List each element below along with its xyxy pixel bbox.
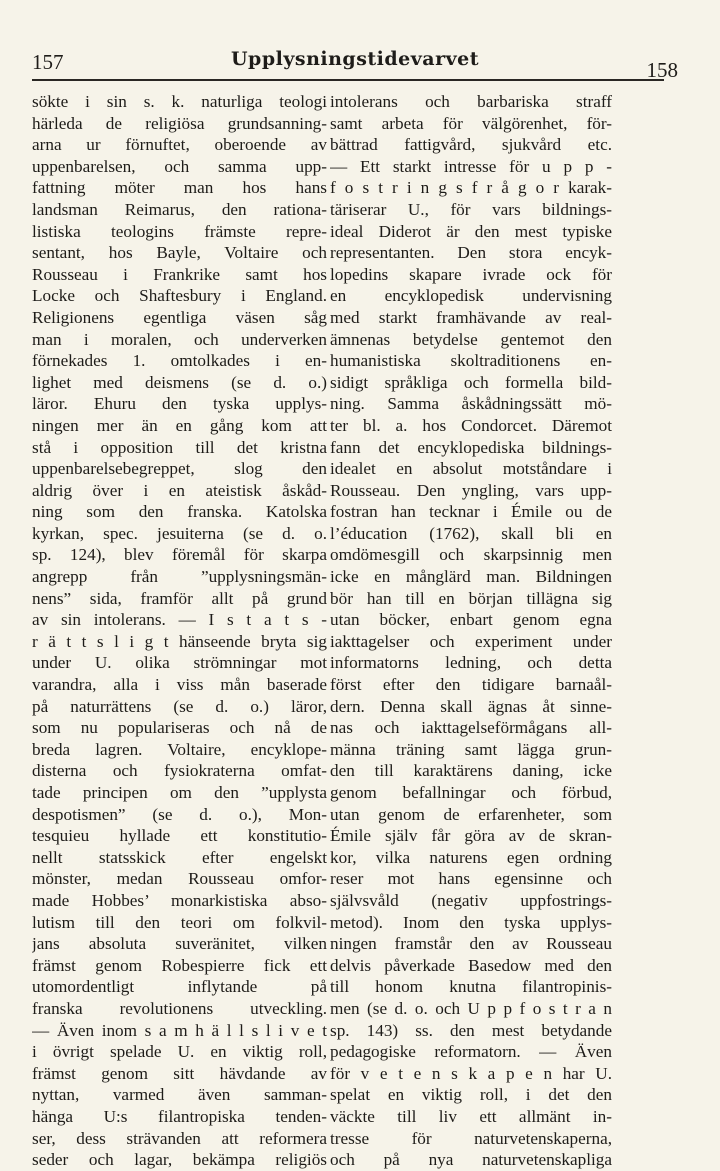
text-line: främst genom Robespierre fick ett [32, 955, 327, 975]
text-line: utomordentligt inflytande på [32, 977, 327, 997]
text-line: dern. Denna skall ägnas åt sinne- [330, 696, 612, 716]
text-line: uppenbarelsebegreppet, slog den [32, 459, 327, 479]
text-line: samt arbeta för välgörenhet, för- [330, 113, 612, 133]
text-line: aldrig över i en ateistisk åskåd- [32, 480, 327, 500]
text-line: metod). Inom den tyska upplys- [330, 912, 612, 932]
text-line: arna ur förnuftet, oberoende av [32, 135, 327, 155]
text-line: ningen mer än en gång kom att [32, 415, 327, 435]
text-line: l’éducation (1762), skall bli en [330, 523, 612, 543]
text-line: under U. olika strömningar mot [32, 653, 327, 673]
text-line: humanistiska skoltraditionens en- [330, 351, 612, 371]
left-page-number: 157 [32, 50, 64, 74]
left-column [32, 91, 327, 1171]
text-line: Rousseau. Den yngling, vars upp- [330, 480, 612, 500]
text-line: härleda de religiösa grundsanning- [32, 113, 327, 133]
text-line: tade principen om den ”upplysta [32, 783, 327, 802]
text-line: först efter den tidigare barnaål- [330, 675, 612, 695]
text-line: iakttagelser och experiment under [330, 631, 612, 651]
text-line: hänga U:s filantropiska tenden- [32, 1106, 327, 1126]
text-line: av sin intolerans. — I s t a t s - [32, 610, 327, 630]
text-line: främst genom sitt hävdande av [32, 1063, 327, 1083]
text-line: r ä t t s l i g t hänseende bryta sig [32, 631, 327, 651]
text-line: väckte till liv ett allmänt in- [330, 1106, 612, 1126]
text-line: för v e t e n s k a p e n har U. [330, 1063, 612, 1083]
text-line: — Ett starkt intresse för u p p - [330, 156, 612, 176]
text-line: med starkt framhävande av real- [330, 307, 612, 327]
right-column [330, 91, 612, 1171]
text-line: nyttan, varmed även samman- [32, 1085, 327, 1105]
text-line: seder och lagar, bekämpa religiös [32, 1150, 327, 1170]
text-line: sökte i sin s. k. naturliga teologi [32, 92, 327, 111]
text-line: man i moralen, och underverken [32, 329, 327, 349]
text-line: kyrkan, spec. jesuiterna (se d. o. [32, 523, 327, 543]
text-line: och på nya naturvetenskapliga [330, 1150, 612, 1170]
text-line: utan genom de erfarenheter, som [330, 804, 612, 824]
text-line: mönster, medan Rousseau omfor- [32, 869, 327, 889]
text-line: fattning möter man hos hans [32, 178, 327, 198]
text-line: breda lagren. Voltaire, encyklope- [32, 739, 327, 759]
text-line: Locke och Shaftesbury i England. [32, 286, 327, 306]
text-line: som nu populariseras och nå de [32, 718, 327, 738]
text-line: omdömesgill och skarpsinnig men [330, 545, 612, 565]
text-line: sp. 124), blev föremål för skarpa [32, 545, 327, 565]
text-line: landsman Reimarus, den rationa- [32, 199, 327, 219]
text-line: nellt statsskick efter engelskt [32, 847, 327, 867]
text-line: informatorns ledning, och detta [330, 653, 612, 673]
text-line: nas och iakttagelseförmågans all- [330, 718, 612, 738]
text-line: men (se d. o. och U p p f o s t r a n [330, 998, 612, 1018]
text-line: en encyklopedisk undervisning [330, 286, 612, 306]
text-line: täriserar U., för vars bildnings- [330, 199, 612, 219]
running-title: Upplysningstidevarvet [230, 48, 480, 70]
text-line: icke en månglärd man. Bildningen [330, 567, 612, 587]
text-line: delvis påverkade Basedow med den [330, 955, 612, 975]
text-line: ideal Diderot är den mest typiske [330, 221, 612, 241]
text-line: fostran han tecknar i Émile ou de [330, 502, 612, 522]
text-line: Religionens egentliga väsen såg [32, 307, 327, 327]
text-line: männa träning samt lägga grun- [330, 739, 612, 759]
text-line: i övrigt spelade U. en viktig roll, [32, 1042, 327, 1062]
text-line: stå i opposition till det kristna [32, 437, 327, 457]
text-line: ningen framstår den av Rousseau [330, 934, 612, 954]
right-page-number: 158 [646, 58, 678, 82]
text-line: lopedins skapare ivrade ock för [330, 264, 612, 284]
text-line: sidigt språkliga och formella bild- [330, 372, 612, 392]
text-line: f o s t r i n g s f r å g o r karak- [330, 178, 612, 198]
text-line: lutism till den teori om folkvil- [32, 912, 327, 932]
text-line: ter bl. a. hos Condorcet. Däremot [330, 415, 612, 435]
text-line: — Även inom s a m h ä l l s l i v e t [32, 1020, 327, 1040]
text-line: listiska teologins främste repre- [32, 221, 327, 241]
text-line: despotismen” (se d. o.), Mon- [32, 804, 327, 824]
text-line: till honom knutna filantropinis- [330, 977, 612, 997]
text-line: utan böcker, enbart genom egna [330, 610, 612, 630]
text-line: bättrad fattigvård, sjukvård etc. [330, 135, 612, 155]
text-line: uppenbarelsen, och samma upp- [32, 156, 327, 176]
text-line: tesquieu hyllade ett konstitutio- [32, 826, 327, 846]
text-line: franska revolutionens utveckling. [32, 998, 327, 1018]
text-line: fann det encyklopediska bildnings- [330, 437, 612, 457]
text-line: made Hobbes’ monarkistiska abso- [32, 890, 327, 910]
text-line: lighet med deismens (se d. o.) [32, 372, 327, 392]
text-line: spelat en viktig roll, i det den [330, 1085, 612, 1105]
text-line: sp. 143) ss. den mest betydande [330, 1020, 612, 1040]
text-line: ning. Samma åskådningssätt mö- [330, 394, 612, 414]
text-line: ser, dess strävanden att reformera [32, 1128, 327, 1148]
text-line: den till karaktärens daning, icke [330, 761, 612, 781]
text-line: på naturrättens (se d. o.) läror, [32, 696, 327, 716]
text-line: idealet en absolut motståndare i [330, 459, 612, 479]
text-line: bör han till en början tillägna sig [330, 588, 612, 608]
text-line: sentant, hos Bayle, Voltaire och [32, 243, 327, 263]
text-line: ning som den franska. Katolska [32, 502, 327, 522]
text-line: självsvåld (negativ uppfostrings- [330, 890, 612, 910]
text-line: kor, vilka naturens egen ordning [330, 847, 612, 867]
text-line: nens” sida, framför allt på grund [32, 588, 327, 608]
header-rule [32, 79, 664, 81]
text-line: genom befallningar och förbud, [330, 783, 612, 802]
text-line: förnekades 1. omtolkades i en- [32, 351, 327, 371]
text-line: Rousseau i Frankrike samt hos [32, 264, 327, 284]
text-line: ämnenas betydelse gentemot den [330, 329, 612, 349]
text-line: representanten. Den stora encyk- [330, 243, 612, 263]
text-line: läror. Ehuru den tyska upplys- [32, 394, 327, 414]
text-line: Émile själv får göra av de skran- [330, 826, 612, 846]
text-line: reser mot hans egensinne och [330, 869, 612, 889]
text-line: jans absoluta suveränitet, vilken [32, 934, 327, 954]
text-line: varandra, alla i viss mån baserade [32, 675, 327, 695]
text-line: tresse för naturvetenskaperna, [330, 1128, 612, 1148]
text-line: intolerans och barbariska straff [330, 92, 612, 111]
text-line: pedagogiske reformatorn. — Även [330, 1042, 612, 1062]
text-line: angrepp från ”upplysningsmän- [32, 567, 327, 587]
text-line: disterna och fysiokraterna omfat- [32, 761, 327, 781]
page-header [32, 44, 678, 84]
